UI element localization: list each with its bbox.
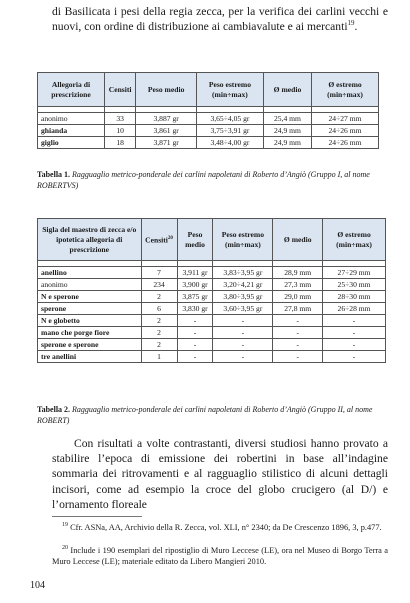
table-cell: - (213, 315, 273, 327)
intro-text: di Basilicata i pesi della regia zecca, per la verifica dei carlini vecchi e nuovi, con ordine di distribuzione ai cambiavalute e ai mercanti (52, 5, 388, 33)
table-cell: - (273, 339, 323, 351)
table-cell: N e globetto (38, 315, 142, 327)
table-cell: 1 (141, 351, 177, 363)
table-cell: 3,900 gr (177, 279, 213, 291)
table-cell: 6 (141, 303, 177, 315)
table-2-header-cell: Ø estremo (min÷max) (323, 219, 386, 261)
table-cell: - (323, 351, 386, 363)
table-cell: sperone e sperone (38, 339, 142, 351)
body-paragraph: Con risultati a volte contrastanti, diversi studiosi hanno provato a stabilire l’epoca di emissione dei robertini in base all’indagine sommaria dei ritrovamenti e al ragguaglio stilistico di alcuni dettagli incisori, come ad esempio la croce del globo crucigero (al D/) e l’ornamento floreale (52, 437, 388, 511)
table-cell: 28÷30 mm (323, 291, 386, 303)
table-cell: N e sperone (38, 291, 142, 303)
table-cell: 3,875 gr (177, 291, 213, 303)
table-2 (37, 218, 386, 363)
table-cell: tre anellini (38, 351, 142, 363)
table-cell: sperone (38, 303, 142, 315)
table-2-header-cell: Peso medio (177, 219, 213, 261)
table-2-header-cell: Ø medio (273, 219, 323, 261)
footnote-separator (52, 516, 142, 517)
table-cell: - (177, 315, 213, 327)
table-cell: 3,887 gr (136, 113, 197, 125)
table-2-header-cell: Sigla del maestro di zecca e/o ipotetica allegoria di prescrizione (38, 219, 142, 261)
table-cell: giglio (38, 137, 105, 149)
table-row (38, 125, 379, 137)
table-row (38, 267, 386, 279)
table-1-caption (37, 170, 377, 191)
table-1-caption-label: Tabella 1. (37, 170, 71, 179)
table-row (38, 303, 386, 315)
table-row (38, 113, 379, 125)
table-cell: 2 (141, 315, 177, 327)
footnote-20 (52, 545, 388, 567)
table-cell: 3,80÷3,95 gr (213, 291, 273, 303)
table-cell: anonimo (38, 113, 105, 125)
table-1-header-cell: Peso medio (136, 73, 197, 107)
footnote-text: Include i 190 esemplari del ripostiglio di Muro Leccese (LE), ora nel Museo di Borgo Terra a Muro Leccese (LE); materiale editato da Libero Mangieri 2010. (52, 546, 389, 566)
table-2-caption-text: Ragguaglio metrico-ponderale dei carlini napoletani di Roberto d’Angiò (Gruppo II, al nome ROBERT) (37, 405, 373, 425)
table-row (38, 327, 386, 339)
table-2-header-censiti: Censiti (145, 235, 168, 245)
intro-paragraph: di Basilicata i pesi della regia zecca, per la verifica dei carlini vecchi e nuovi, con ordine di distribuzione ai cambiavalute e ai mercanti$^{19}$. (52, 5, 388, 33)
table-cell: 25,4 mm (263, 113, 311, 125)
table-cell: - (273, 327, 323, 339)
table-cell: 3,75÷3,91 gr (196, 125, 263, 137)
footnote-text: Cfr. ASNa, AA, Archivio della R. Zecca, vol. XLI, n° 2340; da De Crescenzo 1896, 3, p.477. (70, 523, 382, 532)
table-2-caption (37, 405, 379, 426)
table-cell: ghianda (38, 125, 105, 137)
table-cell: anonimo (38, 279, 142, 291)
table-cell: anellino (38, 267, 142, 279)
table-cell: 2 (141, 327, 177, 339)
table-2-caption-label: Tabella 2. (37, 405, 71, 414)
table-cell: 3,911 gr (177, 267, 213, 279)
table-cell: 27,8 mm (273, 303, 323, 315)
table-cell: 33 (104, 113, 135, 125)
table-cell: 2 (141, 291, 177, 303)
page-number: 104 (30, 580, 45, 591)
table-cell: - (213, 351, 273, 363)
table-row (38, 315, 386, 327)
table-cell: - (323, 327, 386, 339)
footnote-19 (52, 522, 388, 533)
table-cell: 3,861 gr (136, 125, 197, 137)
table-cell: 28,9 mm (273, 267, 323, 279)
table-cell: - (323, 339, 386, 351)
table-1-header-cell: Censiti (104, 73, 135, 107)
table-cell: 3,65÷4,05 gr (196, 113, 263, 125)
table-1-header-cell: Allegoria di prescrizione (38, 73, 105, 107)
table-row (38, 279, 386, 291)
table-1 (37, 72, 379, 149)
table-cell: 25÷30 mm (323, 279, 386, 291)
table-row (38, 291, 386, 303)
footnote-ref-20[interactable]: 20 (167, 235, 173, 241)
table-row (38, 137, 379, 149)
table-cell: 27,3 mm (273, 279, 323, 291)
footnote-ref-19[interactable]: 19 (347, 19, 355, 28)
table-2-header-cell (141, 219, 177, 261)
table-cell: - (213, 339, 273, 351)
table-row (38, 339, 386, 351)
table-cell: 7 (141, 267, 177, 279)
table-cell: - (177, 339, 213, 351)
table-cell: 27÷29 mm (323, 267, 386, 279)
table-1-header-cell: Ø estremo (min÷max) (312, 73, 379, 107)
table-cell: 2 (141, 339, 177, 351)
table-cell: 3,20÷4,21 gr (213, 279, 273, 291)
table-cell: 24,9 mm (263, 137, 311, 149)
table-2-header-cell: Peso estremo (min÷max) (213, 219, 273, 261)
table-cell: 26÷28 mm (323, 303, 386, 315)
table-cell: 24÷26 mm (312, 137, 379, 149)
table-1-caption-text: Ragguaglio metrico-ponderale dei carlini napoletani di Roberto d’Angiò (Gruppo I, al nome ROBERTVS) (37, 170, 370, 190)
table-cell: 29,0 mm (273, 291, 323, 303)
table-1-header-row (38, 73, 379, 107)
table-cell: 24÷27 mm (312, 113, 379, 125)
table-cell: - (273, 351, 323, 363)
table-cell: - (323, 315, 386, 327)
table-cell: 10 (104, 125, 135, 137)
table-cell: 3,871 gr (136, 137, 197, 149)
table-cell: 24,9 mm (263, 125, 311, 137)
footnote-number: 20 (62, 545, 68, 552)
table-cell: - (213, 327, 273, 339)
table-row (38, 351, 386, 363)
table-cell: - (273, 315, 323, 327)
table-1-header-cell: Peso estremo (min÷max) (196, 73, 263, 107)
table-1-header-cell: Ø medio (263, 73, 311, 107)
table-cell: 3,83÷3,95 gr (213, 267, 273, 279)
table-cell: 18 (104, 137, 135, 149)
table-cell: - (177, 327, 213, 339)
table-cell: mano che porge fiore (38, 327, 142, 339)
table-cell: - (177, 351, 213, 363)
table-cell: 3,830 gr (177, 303, 213, 315)
footnote-number: 19 (62, 522, 68, 529)
table-cell: 234 (141, 279, 177, 291)
table-cell: 3,48÷4,00 gr (196, 137, 263, 149)
table-cell: 3,60÷3,95 gr (213, 303, 273, 315)
table-2-header-row (38, 219, 386, 261)
table-cell: 24÷26 mm (312, 125, 379, 137)
